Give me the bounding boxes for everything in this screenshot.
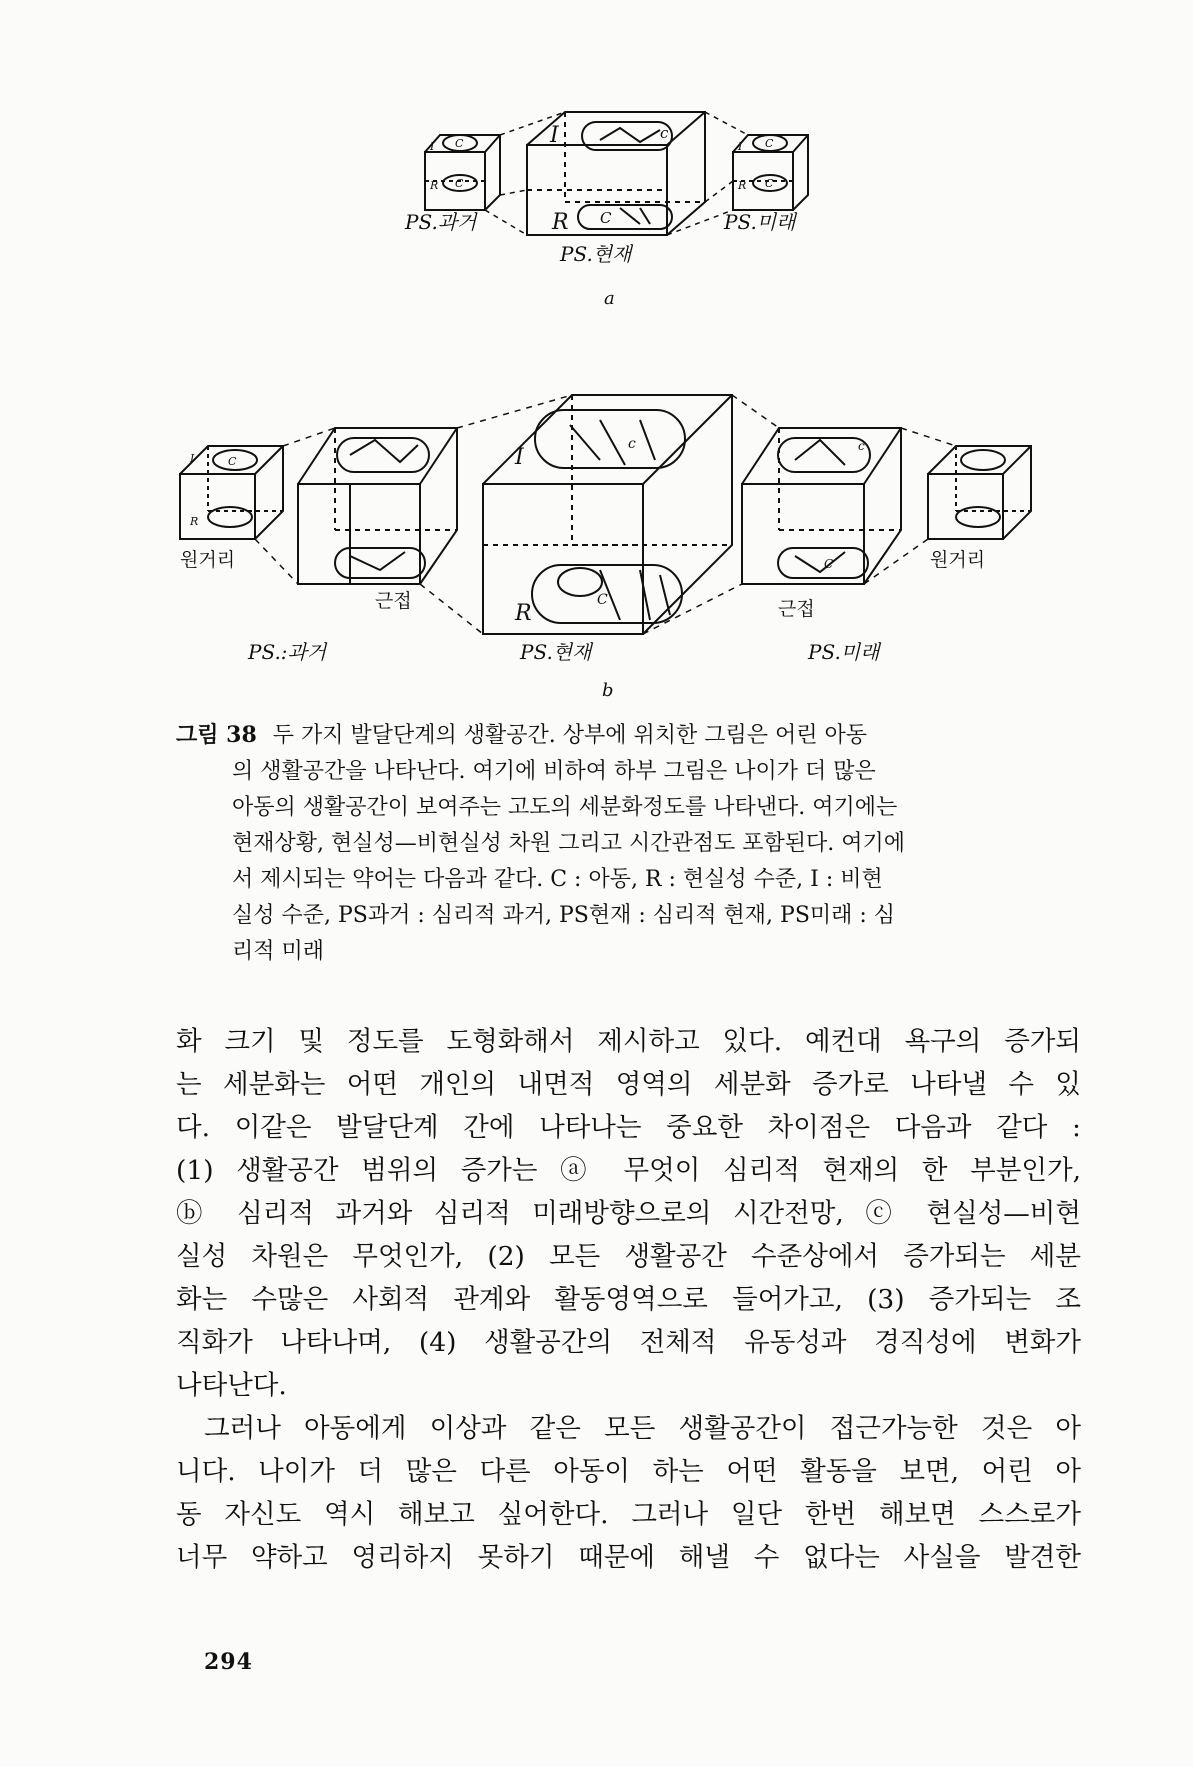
- figb-ps-future: PS.미래: [808, 640, 880, 664]
- figa-label-c-right-bottom: C: [765, 177, 774, 190]
- figb-far-left: 원거리: [180, 549, 236, 571]
- caption-line-2: 의 생활공간을 나타난다. 여기에 비하여 하부 그림은 나이가 더 많은: [232, 759, 876, 784]
- figa-label-i-center: I: [550, 123, 559, 148]
- figb-label-i-far-left: I: [190, 452, 195, 465]
- figa-ps-future: PS.미래: [724, 210, 796, 234]
- figb-ps-past: PS.:과거: [248, 640, 327, 664]
- paragraph-2: [176, 1407, 1081, 1579]
- p1-line-1: 화 크기 및 정도를 도형화해서 제시하고 있다. 예컨대 욕구의 증가되: [176, 1026, 1081, 1057]
- figb-far-right: 원거리: [930, 549, 986, 571]
- figure-a: [0, 90, 1193, 410]
- figa-ps-present: PS.현재: [560, 242, 632, 266]
- figb-label-i-center: I: [515, 445, 524, 470]
- p1-line-8: 직화가 나타나며, (4) 생활공간의 전체적 유동성과 경직성에 변화가: [176, 1327, 1081, 1358]
- p1-line-3: 다. 이같은 발달단계 간에 나타나는 중요한 차이점은 다음과 같다 :: [176, 1112, 1081, 1143]
- figa-label-r-center: R: [552, 210, 569, 235]
- figb-label-r-center: R: [515, 601, 532, 626]
- body-text: [176, 1020, 1081, 1579]
- figa-label: a: [604, 288, 615, 309]
- p1-line-4: (1) 생활공간 범위의 증가는 ⓐ 무엇이 심리적 현재의 한 부분인가,: [176, 1155, 1081, 1186]
- figb-label-c-far-left: C: [228, 455, 237, 468]
- figa-label-r-left: R: [430, 179, 439, 192]
- figa-label-c-left-bottom: C: [455, 177, 464, 190]
- p1-line-5: ⓑ 심리적 과거와 심리적 미래방향으로의 시간전망, ⓒ 현실성—비현: [176, 1198, 1081, 1229]
- p1-line-7: 화는 수많은 사회적 관계와 활동영역으로 들어가고, (3) 증가되는 조: [176, 1284, 1081, 1315]
- figa-ps-past: PS.과거: [405, 210, 477, 234]
- figb-label: b: [602, 680, 614, 700]
- figb-near-left: 근접: [375, 590, 412, 612]
- figb-label-c-right-bottom: C: [824, 557, 834, 571]
- figure-b: [0, 380, 1193, 700]
- figb-label-r-far-left: R: [190, 515, 199, 528]
- figa-label-c-left-top: C: [455, 137, 464, 150]
- p1-line-6: 실성 차원은 무엇인가, (2) 모든 생활공간 수준상에서 증가되는 세분: [176, 1241, 1081, 1272]
- p2-line-3: 동 자신도 역시 해보고 싶어한다. 그러나 일단 한번 해보면 스스로가: [176, 1499, 1081, 1530]
- figa-label-i-right: I: [738, 140, 743, 153]
- caption-line-4: 현재상황, 현실성—비현실성 차원 그리고 시간관점도 포함된다. 여기에: [232, 831, 906, 856]
- figure-caption: [176, 717, 1076, 970]
- figb-ps-present: PS.현재: [520, 640, 592, 664]
- caption-line-3: 아동의 생활공간이 보여주는 고도의 세분화정도를 나타낸다. 여기에는: [232, 795, 898, 820]
- p1-line-9: 나타난다.: [176, 1370, 287, 1401]
- p2-line-2: 니다. 나이가 더 많은 다른 아동이 하는 어떤 활동을 보면, 어린 아: [176, 1456, 1081, 1487]
- figb-label-c-center-top: c: [628, 436, 636, 452]
- caption-line-6: 실성 수준, PS과거 : 심리적 과거, PS현재 : 심리적 현재, PS미래 : 심: [232, 903, 896, 928]
- figa-label-c-center-top: c: [660, 124, 669, 142]
- caption-line-5: 서 제시되는 약어는 다음과 같다. C : 아동, R : 현실성 수준, I : 비현: [232, 867, 883, 892]
- figb-near-right: 근접: [778, 598, 815, 620]
- figa-label-c-right-top: C: [765, 137, 774, 150]
- paragraph-1: [176, 1020, 1081, 1407]
- figa-label-i-left: I: [430, 140, 435, 153]
- caption-line-1: [176, 717, 1076, 754]
- figa-label-c-center-bottom: C: [600, 209, 612, 227]
- caption-head: 그림 38: [176, 722, 257, 748]
- p2-line-4: 너무 약하고 영리하지 못하기 때문에 해낼 수 없다는 사실을 발견한: [176, 1542, 1081, 1573]
- figa-label-r-right: R: [738, 179, 747, 192]
- page-number: 294: [204, 1649, 253, 1675]
- figb-label-c-right-top: c: [858, 439, 865, 453]
- caption-line-7: 리적 미래: [232, 939, 325, 964]
- caption-text-1: 두 가지 발달단계의 생활공간. 상부에 위치한 그림은 어린 아동: [272, 723, 868, 748]
- p1-line-2: 는 세분화는 어떤 개인의 내면적 영역의 세분화 증가로 나타낼 수 있: [176, 1069, 1081, 1100]
- p2-line-1: 그러나 아동에게 이상과 같은 모든 생활공간이 접근가능한 것은 아: [204, 1413, 1081, 1444]
- figb-label-c-center-bottom: C: [597, 592, 608, 608]
